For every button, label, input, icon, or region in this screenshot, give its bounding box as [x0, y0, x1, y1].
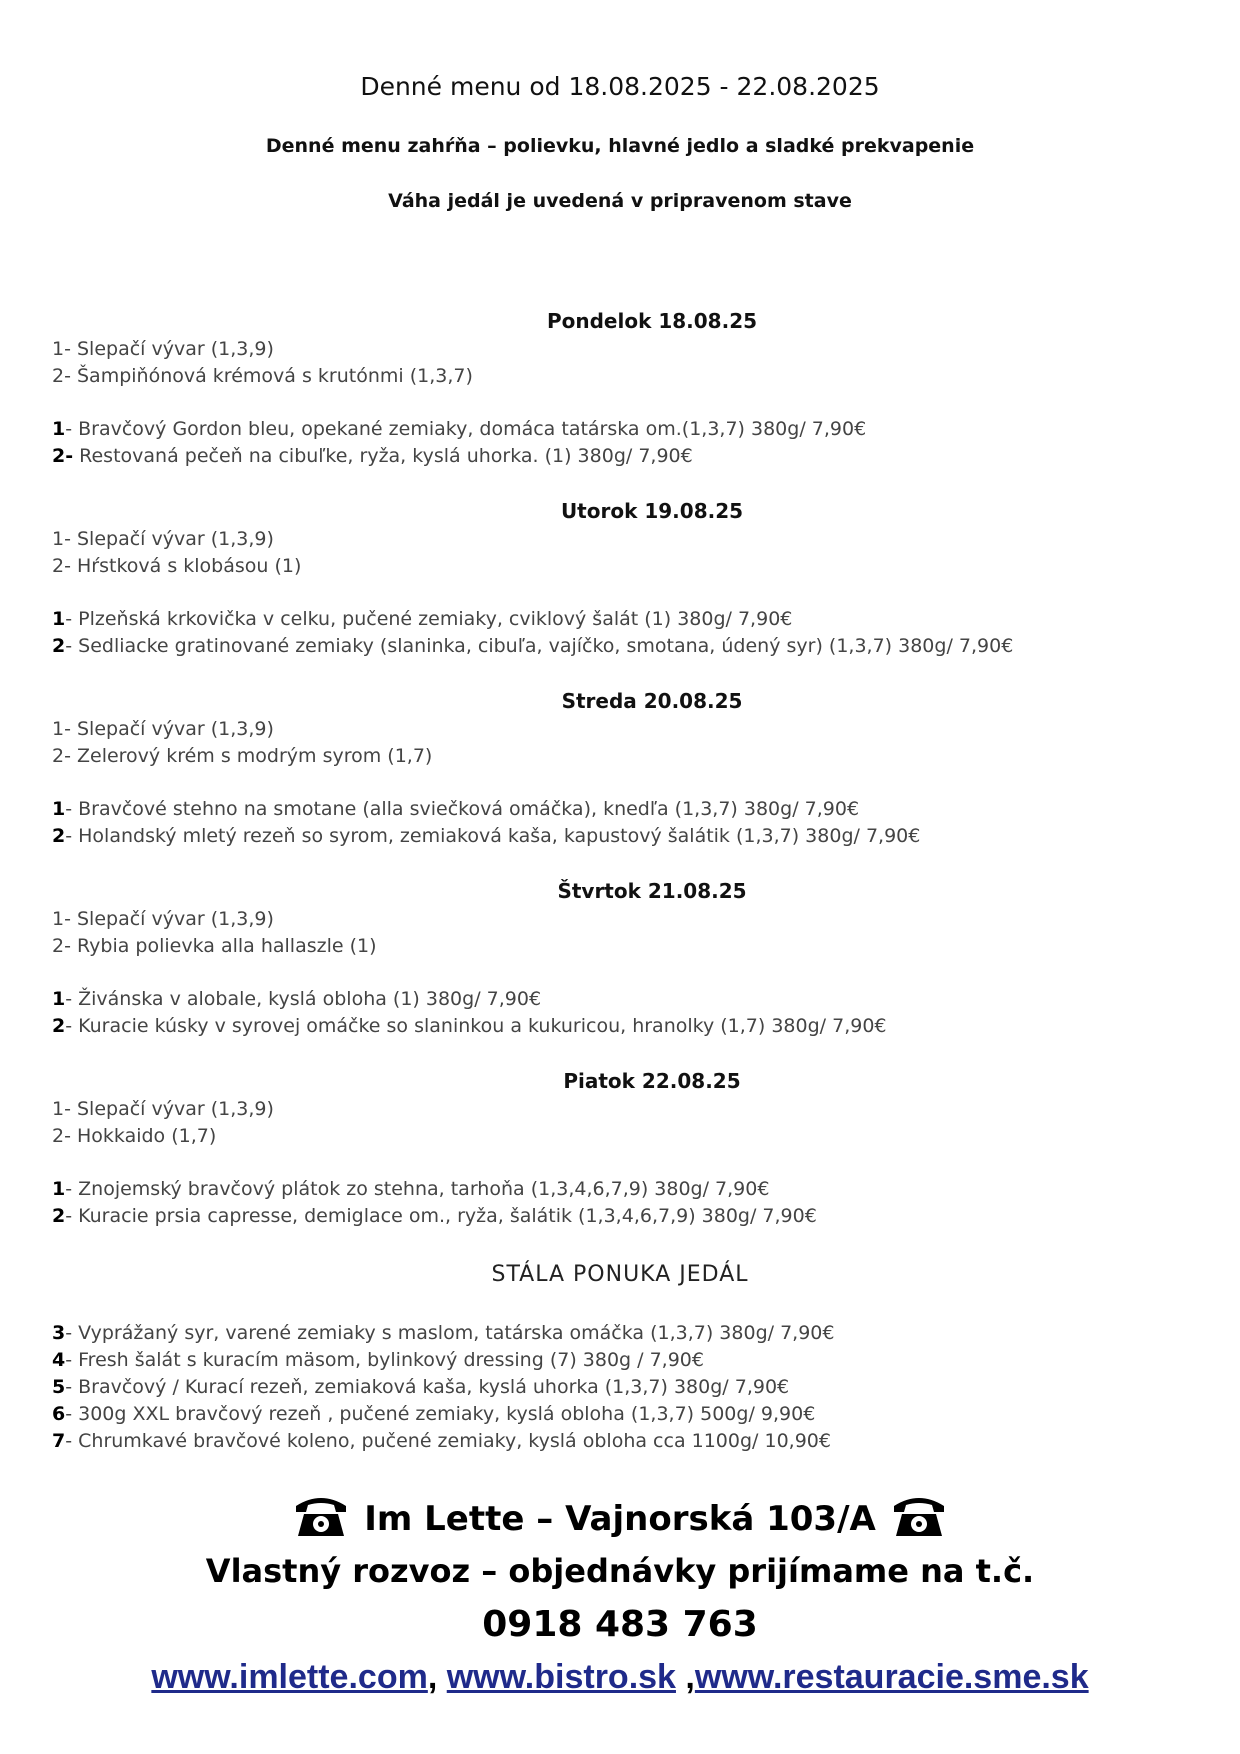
item-number: 1 — [52, 798, 66, 820]
item-text: - 300g XXL bravčový rezeň , pučené zemiaky, kyslá obloha (1,3,7) 500g/ 9,90€ — [65, 1403, 816, 1425]
item-number: 7 — [52, 1430, 66, 1452]
soup-item — [52, 1096, 1232, 1123]
soup-item — [52, 716, 1232, 743]
item-text: Šampiňónová krémová s krutónmi (1,3,7) — [70, 365, 473, 387]
item-number: 1 — [52, 1178, 66, 1200]
telephone-icon — [292, 1490, 350, 1538]
footer-links — [0, 1658, 1240, 1697]
menu-title: Denné menu od 18.08.2025 - 22.08.2025 — [360, 72, 880, 101]
main-dish-item — [52, 1013, 1232, 1040]
item-number: 1- — [52, 718, 71, 740]
soup-item — [52, 933, 1232, 960]
soup-item — [52, 526, 1232, 553]
item-text: Slepačí vývar (1,3,9) — [70, 338, 274, 360]
day-section — [52, 496, 1232, 660]
standing-menu-item — [52, 1374, 834, 1401]
item-text: - Holandský mletý rezeň so syrom, zemiaková kaša, kapustový šalátik (1,3,7) 380g/ 7,90€ — [65, 825, 921, 847]
item-text: - Chrumkavé bravčové koleno, pučené zemiaky, kyslá obloha cca 1100g/ 10,90€ — [65, 1430, 831, 1452]
item-text: - Bravčové stehno na smotane (alla sviečková omáčka), knedľa (1,3,7) 380g/ 7,90€ — [65, 798, 860, 820]
main-dish-item — [52, 633, 1232, 660]
item-number: 2- — [52, 555, 71, 577]
standing-menu-list — [52, 1320, 834, 1455]
item-number: 2- — [52, 1125, 71, 1147]
item-number: 6 — [52, 1403, 66, 1425]
item-number: 2- — [52, 365, 71, 387]
item-number: 2 — [52, 825, 66, 847]
item-number: 1 — [52, 608, 66, 630]
main-dish-item — [52, 823, 1232, 850]
day-title: Štvrtok 21.08.25 — [557, 879, 747, 903]
footer-phone-number: 0918 483 763 — [482, 1604, 758, 1645]
item-text: - Sedliacke gratinované zemiaky (slaninka, cibuľa, vajíčko, smotana, údený syr) (1,3,7) 380g/ 7,90€ — [65, 635, 1014, 657]
standing-menu-item — [52, 1401, 834, 1428]
soup-item — [52, 906, 1232, 933]
menu-subtitle-includes: Denné menu zahŕňa – polievku, hlavné jedlo a sladké prekvapenie — [265, 135, 975, 157]
day-section — [52, 876, 1232, 1040]
main-dish-item — [52, 443, 1232, 470]
item-number: 1- — [52, 338, 71, 360]
item-text: - Znojemský bravčový plátok zo stehna, tarhoňa (1,3,4,6,7,9) 380g/ 7,90€ — [65, 1178, 770, 1200]
item-number: 2 — [52, 1015, 66, 1037]
telephone-icon — [890, 1490, 948, 1538]
link-separator: , — [427, 1658, 447, 1696]
soup-item — [52, 743, 1232, 770]
item-number: 2- — [52, 445, 74, 467]
main-dish-item — [52, 1176, 1232, 1203]
item-text: - Bravčový / Kurací rezeň, zemiaková kaša, kyslá uhorka (1,3,7) 380g/ 7,90€ — [65, 1376, 790, 1398]
standing-menu-item — [52, 1428, 834, 1455]
item-text: Hŕstková s klobásou (1) — [70, 555, 302, 577]
item-text: Rybia polievka alla hallaszle (1) — [70, 935, 377, 957]
item-text: - Bravčový Gordon bleu, opekané zemiaky, domáca tatárska om.(1,3,7) 380g/ 7,90€ — [65, 418, 867, 440]
main-dish-item — [52, 986, 1232, 1013]
item-text: Slepačí vývar (1,3,9) — [70, 908, 274, 930]
soup-item — [52, 363, 1232, 390]
item-number: 2 — [52, 635, 66, 657]
item-text: - Plzeňská krkovička v celku, pučené zemiaky, cviklový šalát (1) 380g/ 7,90€ — [65, 608, 793, 630]
main-dish-item — [52, 606, 1232, 633]
link-imlette[interactable]: www.imlette.com — [151, 1658, 428, 1696]
item-number: 3 — [52, 1322, 66, 1344]
standing-menu-title: STÁLA PONUKA JEDÁL — [491, 1262, 749, 1287]
day-title: Streda 20.08.25 — [561, 689, 743, 713]
soup-item — [52, 1123, 1232, 1150]
item-number: 5 — [52, 1376, 66, 1398]
item-text: - Kuracie kúsky v syrovej omáčke so slaninkou a kukuricou, hranolky (1,7) 380g/ 7,90€ — [65, 1015, 887, 1037]
main-dish-item — [52, 796, 1232, 823]
item-number: 1 — [52, 418, 66, 440]
item-text: Hokkaido (1,7) — [70, 1125, 217, 1147]
item-number: 2- — [52, 935, 71, 957]
item-text: - Fresh šalát s kuracím mäsom, bylinkový dressing (7) 380g / 7,90€ — [65, 1349, 704, 1371]
item-number: 1- — [52, 528, 71, 550]
item-text: Slepačí vývar (1,3,9) — [70, 718, 274, 740]
link-restauracie[interactable]: www.restauracie.sme.sk — [694, 1658, 1089, 1696]
day-section — [52, 1066, 1232, 1230]
day-title: Utorok 19.08.25 — [560, 499, 744, 523]
item-text: Zelerový krém s modrým syrom (1,7) — [70, 745, 433, 767]
main-dish-item — [52, 416, 1232, 443]
main-dish-item — [52, 1203, 1232, 1230]
standing-menu-item — [52, 1347, 834, 1374]
day-section — [52, 686, 1232, 850]
day-title: Piatok 22.08.25 — [563, 1069, 741, 1093]
soup-item — [52, 553, 1232, 580]
soup-item — [52, 336, 1232, 363]
item-number: 1- — [52, 1098, 71, 1120]
item-number: 4 — [52, 1349, 66, 1371]
item-text: Slepačí vývar (1,3,9) — [70, 1098, 274, 1120]
item-number: 2- — [52, 745, 71, 767]
item-number: 1 — [52, 988, 66, 1010]
item-text: - Kuracie prsia capresse, demiglace om., ryža, šalátik (1,3,4,6,7,9) 380g/ 7,90€ — [65, 1205, 817, 1227]
day-section — [52, 306, 1232, 470]
item-text: - Živánska v alobale, kyslá obloha (1) 380g/ 7,90€ — [65, 988, 542, 1010]
day-title: Pondelok 18.08.25 — [546, 309, 758, 333]
link-separator: , — [675, 1658, 695, 1696]
link-bistro[interactable]: www.bistro.sk — [446, 1658, 676, 1696]
footer-address-text: Im Lette – Vajnorská 103/A — [364, 1499, 876, 1539]
item-text: - Vyprážaný syr, varené zemiaky s maslom, tatárska omáčka (1,3,7) 380g/ 7,90€ — [65, 1322, 835, 1344]
standing-menu-item — [52, 1320, 834, 1347]
item-text: Slepačí vývar (1,3,9) — [70, 528, 274, 550]
menu-subtitle-weight: Váha jedál je uvedená v pripravenom stave — [388, 190, 852, 212]
footer-delivery: Vlastný rozvoz – objednávky prijímame na t.č. — [205, 1552, 1035, 1590]
item-number: 1- — [52, 908, 71, 930]
item-text: Restovaná pečeň na cibuľke, ryža, kyslá uhorka. (1) 380g/ 7,90€ — [73, 445, 693, 467]
footer-address — [0, 1490, 1240, 1539]
item-number: 2 — [52, 1205, 66, 1227]
